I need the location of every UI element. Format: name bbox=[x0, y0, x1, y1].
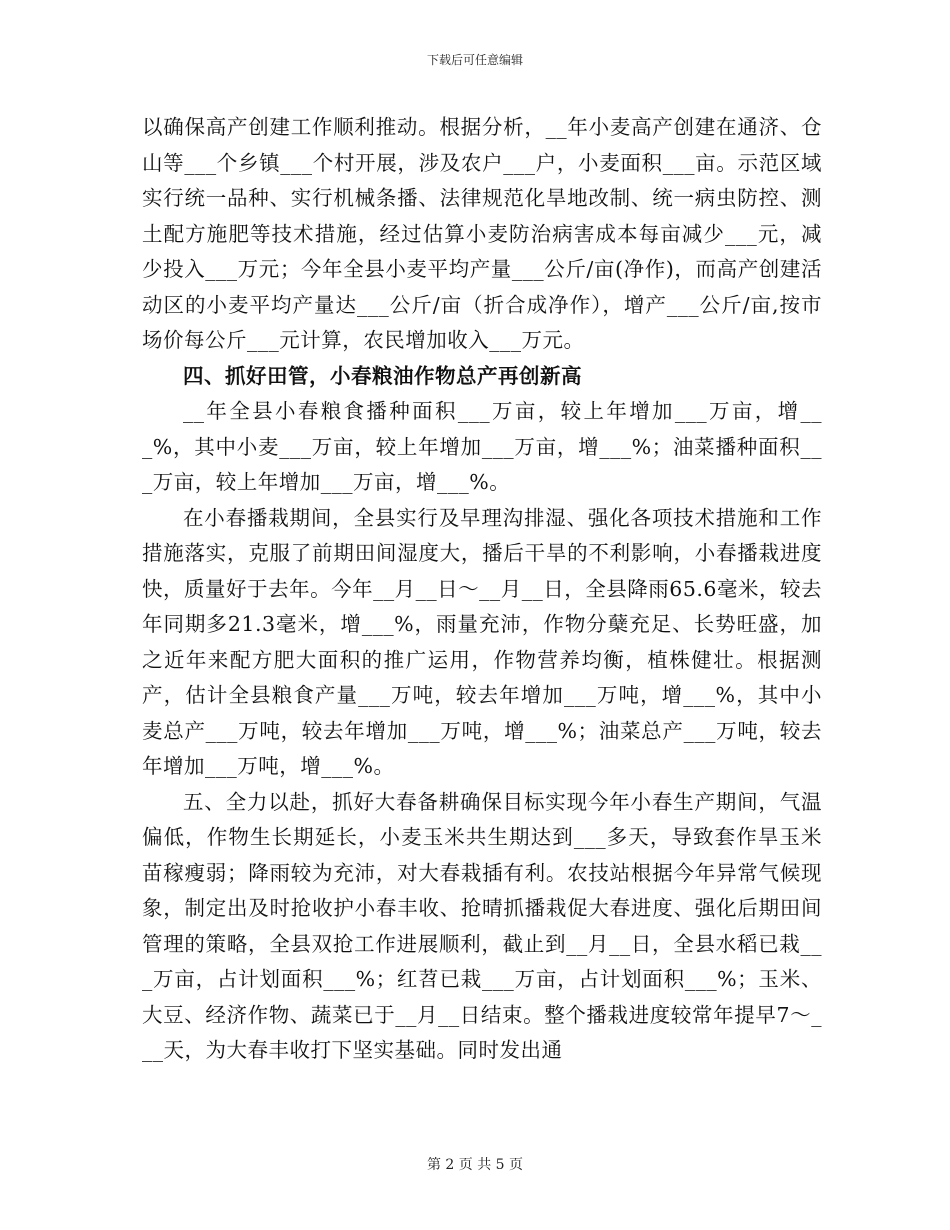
paragraph-section-five: 五、全力以赴，抓好大春备耕确保目标实现今年小春生产期间，气温偏低，作物生长期延长，小麦玉米共生期达到___多天，导致套作旱玉米苗稼瘦弱；降雨较为充沛，对大春栽插有利。农技站根据今年异常气候现象，制定出及时抢收护小春丰收、抢晴抓播栽促大春进度、强化后期田间管理的策略，全县双抢工作进展顺利，截止到__月__日，全县水稻已栽___万亩，占计划面积___%；红苕已栽___万亩，占计划面积___%；玉米、大豆、经济作物、蔬菜已于__月__日结束。整个播栽进度较常年提早7～___天，为大春丰收打下坚实基础。同时发出通 bbox=[142, 789, 822, 1062]
paragraph-planting-area: __年全县小春粮食播种面积___万亩，较上年增加___万亩，增___%，其中小麦___万亩，较上年增加___万亩，增___%；油菜播种面积___万亩，较上年增加___万亩，增___%。 bbox=[142, 399, 822, 494]
page-footer: 第 2 页 共 5 页 bbox=[426, 1157, 524, 1173]
paragraph-high-yield-wheat: 以确保高产创建工作顺利推动。根据分析，__年小麦高产创建在通济、仓山等___个乡镇___个村开展，涉及农户___户，小麦面积___亩。示范区域实行统一品种、实行机械条播、法律规范化旱地改制、统一病虫防控、测土配方施肥等技术措施，经过估算小麦防治病害成本每亩减少___元，减少投入___万元；今年全县小麦平均产量___公斤/亩(净作)，而高产创建活动区的小麦平均产量达___公斤/亩（折合成净作），增产___公斤/亩,按市场价每公斤___元计算，农民增加收入___万元。 bbox=[142, 115, 822, 352]
page-header: 下载后可任意编辑 bbox=[426, 53, 523, 67]
section-heading-four: 四、抓好田管，小春粮油作物总产再创新高 bbox=[183, 363, 582, 388]
document-body bbox=[142, 110, 822, 1069]
paragraph-spring-planting: 在小春播栽期间，全县实行及早理沟排湿、强化各项技术措施和工作措施落实，克服了前期田间湿度大，播后干旱的不利影响，小春播栽进度快，质量好于去年。今年__月__日～__月__日，全县降雨65.6毫米，较去年同期多21.3毫米，增___%，雨量充沛，作物分蘖充足、长势旺盛，加之近年来配方肥大面积的推广运用，作物营养均衡，植株健壮。根据测产，估计全县粮食产量___万吨，较去年增加___万吨，增___%，其中小麦总产___万吨，较去年增加___万吨，增___%；油菜总产___万吨，较去年增加___万吨，增___%。 bbox=[142, 505, 822, 778]
